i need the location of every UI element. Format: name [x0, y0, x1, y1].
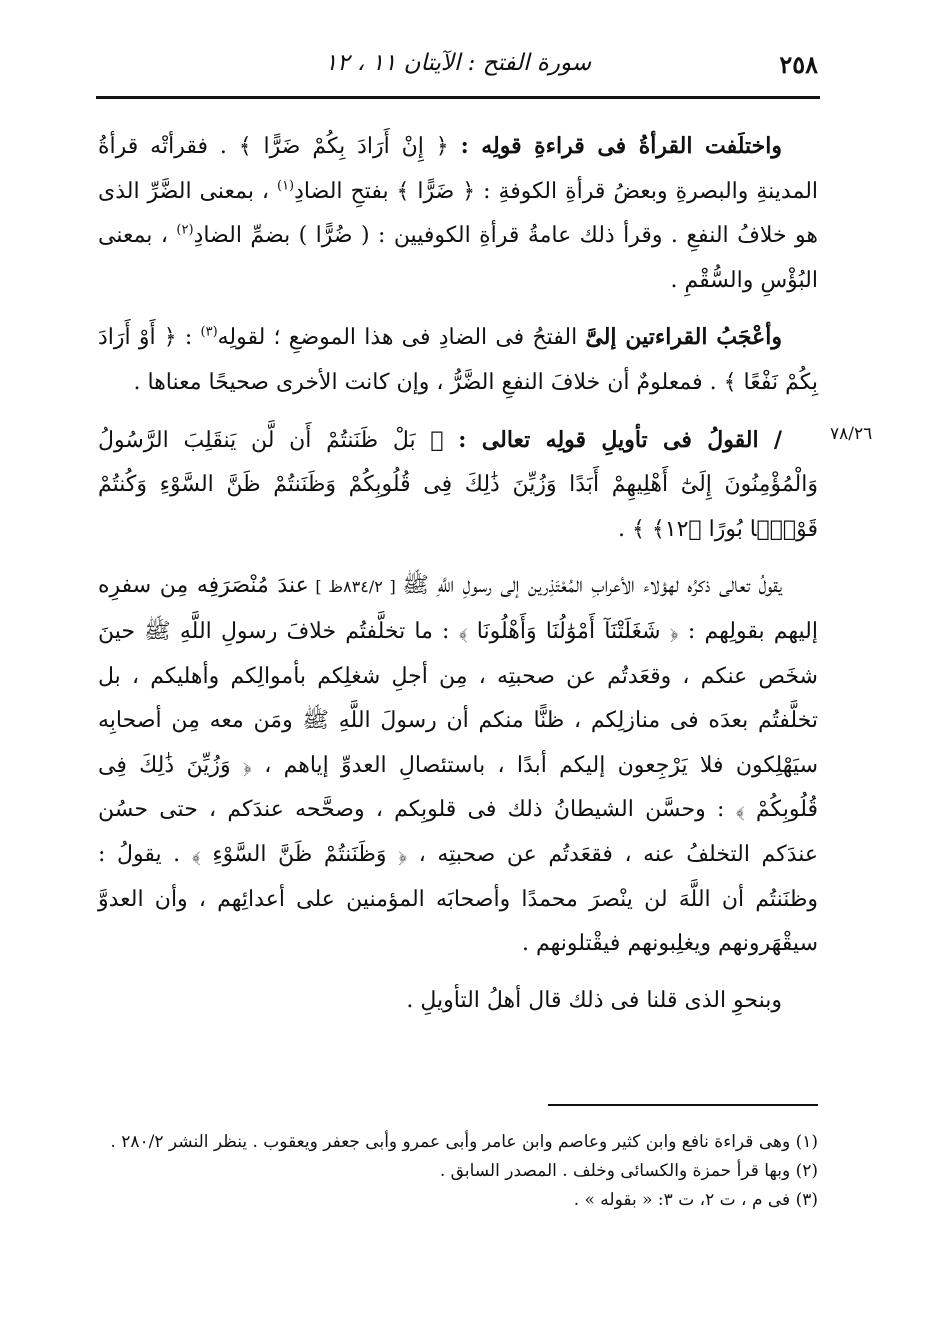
paragraph-text: ، بمعنى البُؤْسِ والسُّقْمِ . [98, 223, 818, 293]
paragraph-text: ﴿ بَلْ ظَنَنتُمْ أَن لَّن يَنقَلِبَ الرَّسُولُ وَالْمُؤْمِنُونَ إِلَىٰٓ أَهْلِيهِمْ أَبَدًا وَزُيِّنَ ذَٰلِكَ فِى قُلُوبِكُمْ وَظَنَنتُمْ ظَنَّ السَّوْءِ وَكُنتُمْ قَوْمًۢا بُورًا ﴿١٢﴾ ﴾ . [98, 427, 818, 542]
paragraph-text: يقولُ تعالى ذكرُه لهؤلاء الأعرابِ المُعْتَذِرين إلى رسولِ اللَّهِ ﷺ [402, 573, 782, 599]
paragraph-lead: واختلَفت القرأةُ فى قراءةِ قولِه : [460, 133, 782, 159]
running-title: سورة الفتح : الآيتان ١١ ، ١٢ [324, 50, 592, 76]
paragraph-lead: وأعْجَبُ القراءتين إلىَّ [585, 324, 782, 351]
page-number: ٢٥٨ [779, 50, 818, 79]
page-header [98, 46, 818, 86]
paragraph-commentary [98, 564, 818, 966]
footnote: (١) وهى قراءة نافع وابن كثير وعاصم وابن عامر وأبى عمرو وأبى جعفر ويعقوب . ينظر النشر ٢٨٠/٢ . [110, 1132, 818, 1152]
paragraph-text: : ﴿ أَوْ أَرَادَ بِكُمْ نَفْعًا ﴾ . فمعلومٌ أن خلافَ النفعِ الضَّرُّ ، وإن كانت الأخرى صحيحًا معناها . [98, 325, 818, 395]
paragraph-verse [98, 418, 818, 553]
footnote: (٣) فى م ، ت ٢، ت ٣: « بقوله » . [573, 1190, 818, 1210]
paragraph-text: ﴿ إِنْ أَرَادَ بِكُمْ ضَرًّا ﴾ . فقرأتْه قرأةُ المدينةِ والبصرةِ وبعضُ قرأةِ الكوفةِ : ﴿ ضَرًّا ﴾ بفتحِ الضادِ [98, 134, 819, 204]
footnote: (٢) وبها قرأ حمزة والكسائى وخلف . المصدر السابق . [439, 1161, 818, 1181]
manuscript-reference: [ ٨٣٤/٢ظ ] [308, 577, 403, 597]
footnote-marker: (٢) [176, 222, 194, 238]
header-rule [96, 96, 820, 99]
footnotes [98, 1128, 818, 1215]
footnote-marker: (١) [276, 178, 295, 194]
footnote-marker: (٣) [200, 325, 218, 341]
paragraph-readings [98, 124, 818, 303]
margin-reference: ٧٨/٢٦ [830, 424, 873, 444]
paragraph-lead: / القولُ فى تأويلِ قولِه تعالى : [458, 426, 782, 453]
footnote-rule [548, 1104, 818, 1106]
paragraph-preference [98, 315, 818, 405]
paragraph-text: الفتحُ فى الضادِ فى هذا الموضعِ ؛ لقولِه [217, 325, 586, 351]
paragraph-text: ، بمعنى الضَّرِّ الذى هو خلافُ النفعِ . وقرأ ذلك عامةُ قرأةِ الكوفيين : ( ضُرًّا ) بضمِّ الضادِ [98, 178, 818, 249]
paragraph-text: وبنحوِ الذى قلنا فى ذلك قال أهلُ التأويلِ . [406, 987, 782, 1013]
main-text [98, 124, 818, 1035]
paragraph-text: عندَ مُنْصَرَفِه مِن سفرِه إليهم بقولِهم : ﴿ شَغَلَتْنَآ أَمْوَٰلُنَا وَأَهْلُونَا ﴾ : ما تخلَّفتُم خلافَ رسولِ اللَّهِ ﷺ حينَ شخَص عنكم ، وقعَدتُم عن صحبتِه ، مِن أجلِ شغلِكم بأموالِكم وأهليكم ، بل تخلَّفتُم بعدَه فى منازلِكم ، ظنًّا منكم أن رسولَ اللَّهِ ﷺ ومَن معه مِن أصحابِه سيَهْلِكون فلا يَرْجِعون إليكم أبدًا ، باستئصالِ العدوِّ إياهم ، ﴿ وَزُيِّنَ ذَٰلِكَ فِى قُلُوبِكُمْ ﴾ : وحسَّن الشيطانُ ذلك فى قلوبِكم ، وصحَّحه عندَكم ، حتى حسُن عندَكم التخلفُ عنه ، فقعَدتُم عن صحبتِه ، ﴿ وَظَنَنتُمْ ظَنَّ السَّوْءِ ﴾ . يقولُ : وظنَنتُم أن اللَّهَ لن ينْصرَ محمدًا وأصحابَه المؤمنين على أعدائِهم ، وأن العدوَّ سيقْهَرونهم ويغلِبونهم فيقْتلونهم . [98, 573, 818, 957]
paragraph-closing [98, 979, 818, 1024]
